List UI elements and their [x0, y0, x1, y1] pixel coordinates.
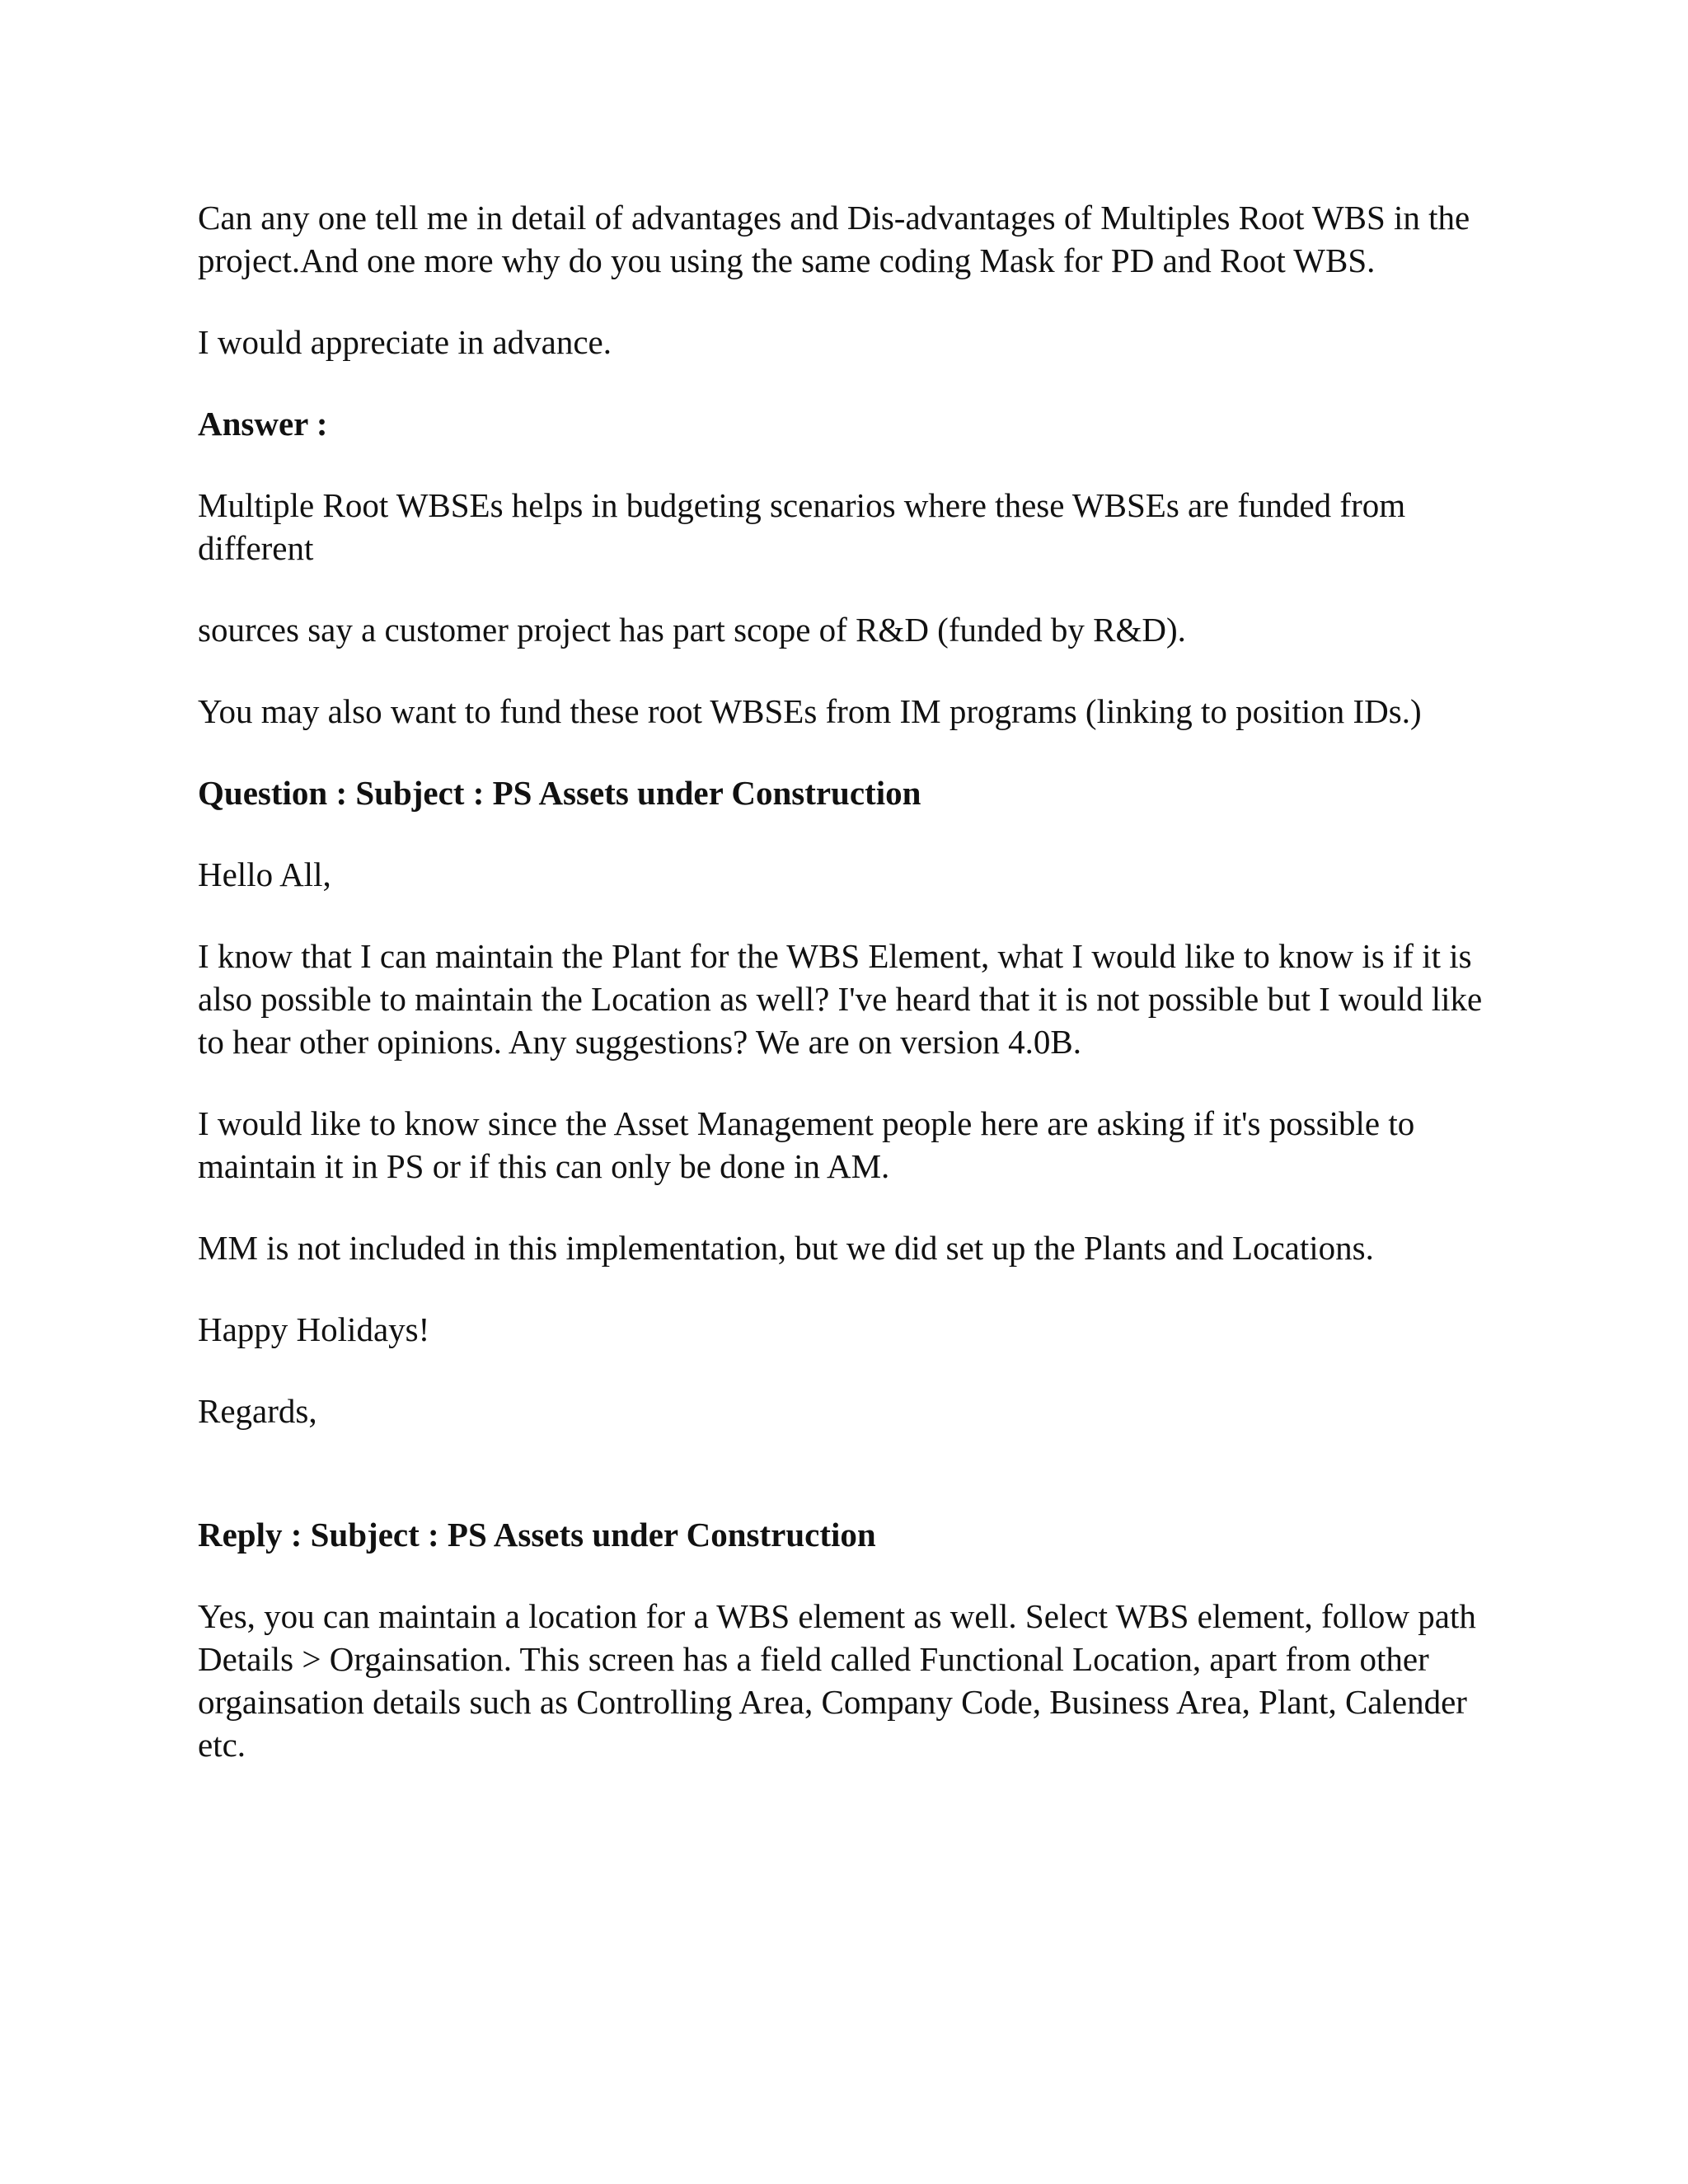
question-subject-heading: Question : Subject : PS Assets under Construction: [198, 774, 921, 812]
reply-body-paragraph: Yes, you can maintain a location for a WBS element as well. Select WBS element, follow path Details > Orgainsation. This screen has a field called Functional Location, apart from other orgainsation details such as Controlling Area, Company Code, Business Area, Plant, Calender etc.: [198, 1597, 1476, 1764]
question-body-paragraph: MM is not included in this implementation, but we did set up the Plants and Locations.: [198, 1229, 1374, 1267]
answer-heading: Answer :: [198, 405, 328, 443]
signoff-paragraph: Regards,: [198, 1392, 317, 1430]
document-body: [198, 196, 1484, 1805]
question-body-paragraph: I know that I can maintain the Plant for the WBS Element, what I would like to know is if it is also possible to maintain the Location as well? I've heard that it is not possible but I would like to hear other opinions. Any suggestions? We are on version 4.0B.: [198, 937, 1483, 1061]
reply-subject-heading: Reply : Subject : PS Assets under Construction: [198, 1516, 876, 1554]
answer-paragraph: You may also want to fund these root WBSEs from IM programs (linking to position IDs.): [198, 692, 1422, 730]
question-body-paragraph: I would like to know since the Asset Management people here are asking if it's possible to maintain it in PS or if this can only be done in AM.: [198, 1104, 1415, 1185]
closing-paragraph: Happy Holidays!: [198, 1310, 430, 1348]
answer-paragraph: sources say a customer project has part scope of R&D (funded by R&D).: [198, 611, 1186, 649]
greeting-paragraph: Hello All,: [198, 855, 331, 893]
appreciation-paragraph: I would appreciate in advance.: [198, 323, 612, 361]
question-paragraph: Can any one tell me in detail of advantages and Dis-advantages of Multiples Root WBS in the project.And one more why do you using the same coding Mask for PD and Root WBS.: [198, 199, 1470, 279]
answer-paragraph: Multiple Root WBSEs helps in budgeting scenarios where these WBSEs are funded from different: [198, 486, 1406, 567]
